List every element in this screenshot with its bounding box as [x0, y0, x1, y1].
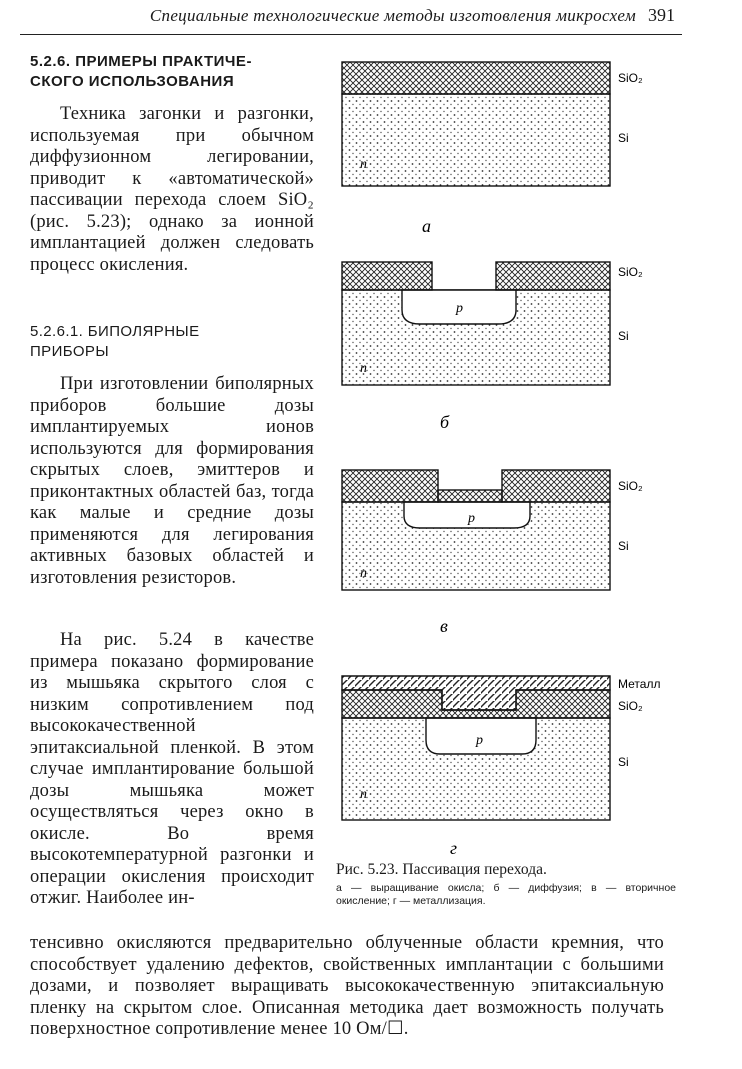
oxide-left — [342, 262, 432, 290]
oxide-label: SiO₂ — [618, 265, 643, 279]
paragraph-1: Техника загонки и разгонки, используемая при обычном диффузионном легировании, приводит к «автоматической» пассивации перехода слоем SiO₂ (рис. 5.23); однако за ионной имплантацией должен следовать процесс окисления. — [30, 104, 314, 275]
subsection-heading-line1: 5.2.6.1. БИПОЛЯРНЫЕ — [30, 323, 200, 340]
n-region-label: n — [360, 566, 367, 581]
figure-caption-title: Рис. 5.23. Пассивация перехода. — [336, 861, 547, 878]
n-region-label: n — [360, 787, 367, 802]
figure-panel-c — [342, 470, 643, 636]
silicon-substrate — [342, 94, 610, 186]
p-region-label: p — [456, 301, 463, 316]
subsection-heading — [30, 322, 314, 362]
oxide-right — [496, 262, 610, 290]
oxide-right — [502, 470, 610, 502]
panel-letter: г — [450, 838, 458, 858]
oxide-layer — [342, 62, 610, 94]
n-region-label: n — [360, 361, 367, 376]
p-region-label: p — [468, 511, 475, 526]
figure-caption-legend: а — выращивание окисла; б — диффузия; в — вторичное окисление; г — металлизация. — [336, 882, 676, 907]
oxide-label: SiO₂ — [618, 699, 643, 713]
panel-letter: в — [440, 616, 448, 636]
si-label: Si — [618, 755, 629, 769]
section-heading-line2: СКОГО ИСПОЛЬЗОВАНИЯ — [30, 73, 235, 90]
si-label: Si — [618, 131, 629, 145]
metal-label: Металл — [618, 677, 661, 691]
figure-panel-d — [342, 676, 660, 858]
paragraph-3-continued: тенсивно окисляются предварительно облученные области кремния, что способствует удалению дефектов, свойственных имплантации с большими дозами, и позволяет выращивать высококачественную эпитаксиальную пленку на скрытом слое. Описанная методика дает возможность получать поверхностное сопротивление менее 10 Ом/☐. — [30, 933, 664, 1039]
panel-letter: б — [440, 412, 450, 432]
subsection-heading-line2: ПРИБОРЫ — [30, 343, 109, 360]
page-number: 391 — [648, 5, 675, 25]
si-label: Si — [618, 539, 629, 553]
section-heading-line1: 5.2.6. ПРИМЕРЫ ПРАКТИЧЕ- — [30, 53, 252, 70]
n-region-label: n — [360, 157, 367, 172]
figure-panel-b — [342, 262, 643, 432]
section-heading — [30, 52, 314, 92]
si-label: Si — [618, 329, 629, 343]
running-head: Специальные технологические методы изготовления микросхем — [149, 6, 636, 25]
panel-letter: а — [422, 216, 431, 236]
paragraph-2: При изготовлении биполярных приборов большие дозы имплантируемых ионов используются для формирования скрытых слоев, эмиттеров и приконтактных областей баз, тогда как малые и средние дозы применяются для легирования активных базовых областей и изготовления резисторов. — [30, 374, 314, 588]
figure-panel-a — [342, 62, 643, 236]
oxide-left — [342, 470, 438, 502]
figure-5-23 — [320, 50, 730, 860]
p-region-label: p — [476, 733, 483, 748]
oxide-thin — [438, 490, 502, 502]
oxide-label: SiO₂ — [618, 71, 643, 85]
p-region — [404, 502, 530, 528]
header-rule — [20, 34, 682, 35]
paragraph-3: На рис. 5.24 в качестве примера показано формирование из мышьяка скрытого слоя с низким сопротивлением под высококачественной эпитаксиальной пленкой. В этом случае имплантирование большой дозы мышьяка может осуществляться через окно в окисле. Во время высокотемпературной разгонки и операции окисления происходит отжиг. Наиболее ин- — [30, 630, 314, 908]
oxide-label: SiO₂ — [618, 479, 643, 493]
